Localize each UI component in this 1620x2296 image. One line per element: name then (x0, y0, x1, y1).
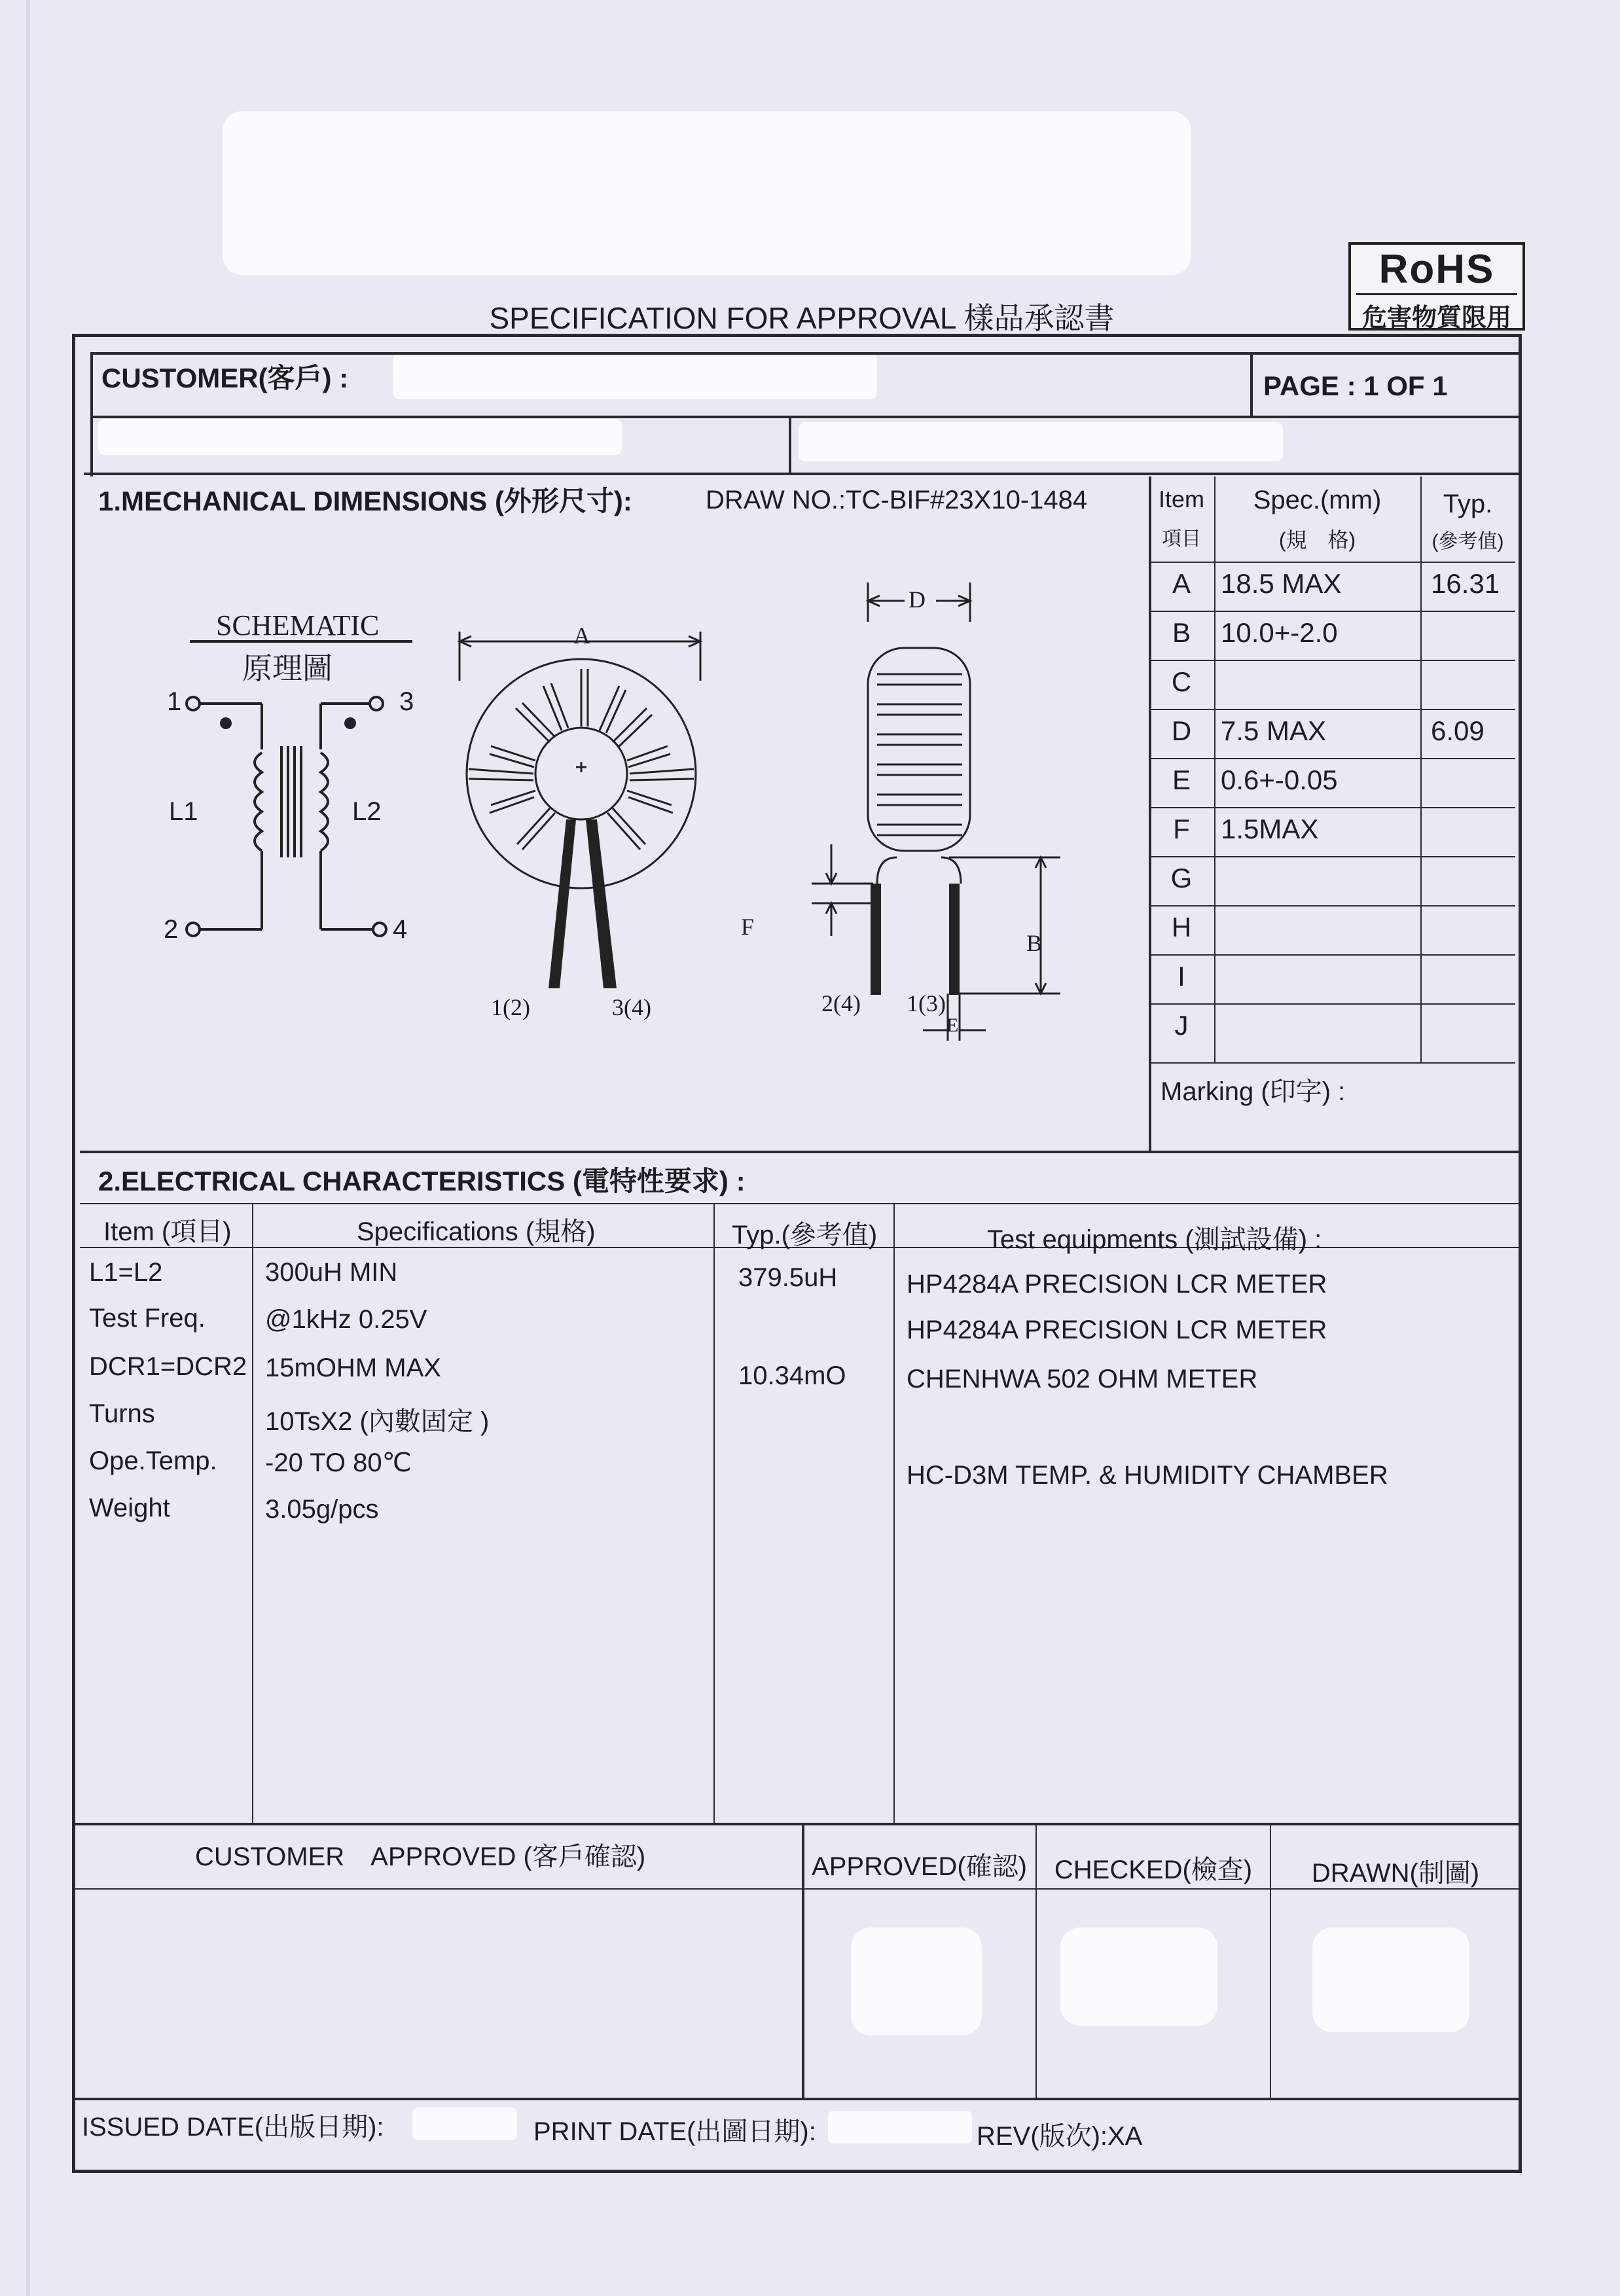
elec-row-spec: @1kHz 0.25V (265, 1305, 427, 1334)
paper-edge (26, 0, 30, 2296)
elec-row-equip: CHENHWA 502 OHM METER (907, 1365, 1258, 1393)
dim-header-item: Item (1158, 486, 1204, 512)
dim-header-typ-zh: (參考值) (1431, 531, 1504, 552)
dim-row-item: B (1172, 617, 1191, 648)
lead-label-1-3: 1(3) (907, 990, 946, 1016)
drawn-label: DRAWN(制圖) (1311, 1859, 1480, 1888)
lead-label-2-4: 2(4) (821, 990, 861, 1016)
toroid-side-view-drawing (753, 583, 1060, 1054)
redacted-checked-stamp (1060, 1928, 1217, 2026)
print-date-label: PRINT DATE(出圖日期): (533, 2117, 816, 2146)
dim-header-typ: Typ. (1443, 490, 1493, 518)
elec-header-typ: Typ.(參考值) (732, 1221, 878, 1249)
draw-number: DRAW NO.:TC-BIF#23X10-1484 (706, 486, 1088, 514)
dim-header-spec-zh: (規 格) (1278, 528, 1356, 552)
pin-4-label: 4 (393, 915, 408, 944)
approval-top-line (73, 1823, 1520, 1825)
revision-label: REV(版次):XA (977, 2122, 1143, 2151)
elec-col-line-2 (713, 1203, 715, 1825)
dim-row-item: C (1171, 666, 1192, 697)
elec-row-spec: 3.05g/pcs (265, 1495, 379, 1524)
dim-b-label: B (1026, 930, 1043, 956)
dim-row-item: A (1172, 568, 1191, 599)
elec-row-item: Turns (89, 1399, 155, 1428)
elec-header-spec: Specifications (規格) (357, 1217, 596, 1246)
header-row-line (90, 352, 1521, 355)
electrical-title: 2.ELECTRICAL CHARACTERISTICS (電特性要求) : (98, 1166, 746, 1196)
rohs-logo-text: RoHS (1378, 247, 1495, 292)
pin-2-label: 2 (164, 915, 179, 944)
elec-row-item: Weight (89, 1494, 170, 1522)
redacted-field-left (98, 419, 622, 455)
dim-row-item: I (1178, 961, 1185, 992)
approval-bottom-line (73, 2098, 1520, 2100)
dim-row-item: H (1171, 912, 1192, 942)
header-row-line-3 (84, 473, 1521, 475)
header-left-line (90, 352, 93, 476)
rohs-sub-text: 危害物質限用 (1361, 304, 1511, 332)
lead-label-3-4: 3(4) (612, 994, 651, 1020)
redacted-drawn-stamp (1312, 1928, 1469, 2032)
elec-row-equip: HP4284A PRECISION LCR METER (907, 1270, 1327, 1299)
redacted-approved-stamp (851, 1928, 982, 2036)
dim-row-item: E (1172, 764, 1191, 795)
pin-1-label: 1 (167, 687, 182, 716)
customer-label: CUSTOMER(客戶) : (101, 363, 349, 393)
elec-row-typ: 10.34mO (738, 1361, 846, 1390)
mechanical-title: 1.MECHANICAL DIMENSIONS (外形尺寸): (98, 486, 632, 516)
redacted-company-header (223, 111, 1191, 275)
dim-row-spec: 1.5MAX (1221, 814, 1319, 844)
dim-row-item: G (1170, 863, 1193, 893)
dim-row-typ: 6.09 (1431, 715, 1485, 746)
page-label: PAGE : 1 OF 1 (1263, 370, 1448, 401)
header-row-line-2 (90, 416, 1521, 418)
schematic-title-en: SCHEMATIC (216, 609, 380, 641)
dim-e-label: E (946, 1014, 959, 1036)
dim-row-item: J (1174, 1010, 1189, 1041)
toroid-top-view-drawing (452, 622, 727, 1001)
dim-row-item: D (1171, 715, 1192, 746)
dim-f-label: F (741, 914, 755, 940)
marking-label: Marking (印字) : (1161, 1077, 1346, 1106)
page-box-divider (1250, 353, 1253, 416)
dim-a-label: A (573, 622, 590, 649)
dim-row-spec: 7.5 MAX (1221, 715, 1327, 746)
elec-row-spec: 15mOHM MAX (265, 1354, 441, 1382)
redacted-issued-date (412, 2108, 517, 2140)
elec-header-item: Item (項目) (103, 1217, 232, 1246)
pin-3-label: 3 (399, 687, 414, 716)
elec-row-item: Ope.Temp. (89, 1446, 217, 1475)
elec-row-equip: HP4284A PRECISION LCR METER (907, 1316, 1327, 1344)
dim-row-spec: 0.6+-0.05 (1221, 764, 1338, 795)
checked-label: CHECKED(檢查) (1054, 1856, 1253, 1884)
elec-header-top-line (80, 1203, 1520, 1204)
redacted-field-right (799, 422, 1283, 461)
coil-l1-label: L1 (169, 797, 198, 826)
elec-row-item: L1=L2 (89, 1258, 163, 1287)
elec-col-line-1 (252, 1203, 253, 1825)
schematic-title-zh: 原理圖 (242, 652, 333, 685)
elec-header-equip: Test equipments (測試設備) : (987, 1225, 1322, 1254)
issued-date-label: ISSUED DATE(出版日期): (82, 2113, 384, 2142)
section-2-top-line (80, 1151, 1520, 1153)
redacted-print-date (828, 2111, 972, 2144)
dim-row-item: F (1173, 814, 1190, 844)
dim-row-spec: 18.5 MAX (1221, 568, 1342, 599)
approved-label: APPROVED(確認) (812, 1852, 1027, 1881)
elec-row-spec: 10TsX2 (內數固定 ) (265, 1407, 490, 1436)
elec-col-line-3 (893, 1203, 895, 1825)
elec-row-spec: 300uH MIN (265, 1258, 398, 1287)
dim-row-spec: 10.0+-2.0 (1221, 617, 1338, 648)
elec-row-item: Test Freq. (89, 1304, 206, 1333)
header-mid-divider (789, 416, 791, 475)
dim-header-item-zh: 項目 (1162, 528, 1201, 550)
dim-header-spec: Spec.(mm) (1253, 486, 1382, 514)
rohs-divider (1356, 293, 1517, 295)
lead-label-1-2: 1(2) (491, 994, 530, 1020)
elec-row-typ: 379.5uH (738, 1263, 838, 1292)
elec-row-equip: HC-D3M TEMP. & HUMIDITY CHAMBER (907, 1461, 1388, 1490)
elec-row-item: DCR1=DCR2 (89, 1352, 247, 1381)
coil-l2-label: L2 (352, 797, 382, 826)
dim-row-typ: 16.31 (1431, 568, 1500, 599)
elec-row-spec: -20 TO 80℃ (265, 1448, 412, 1477)
redacted-customer (393, 353, 877, 399)
document-title: SPECIFICATION FOR APPROVAL 樣品承認書 (489, 301, 1115, 335)
dim-d-label: D (909, 586, 926, 613)
rohs-logo (1348, 242, 1525, 331)
customer-approved-label: CUSTOMER APPROVED (客戶確認) (195, 1842, 646, 1871)
